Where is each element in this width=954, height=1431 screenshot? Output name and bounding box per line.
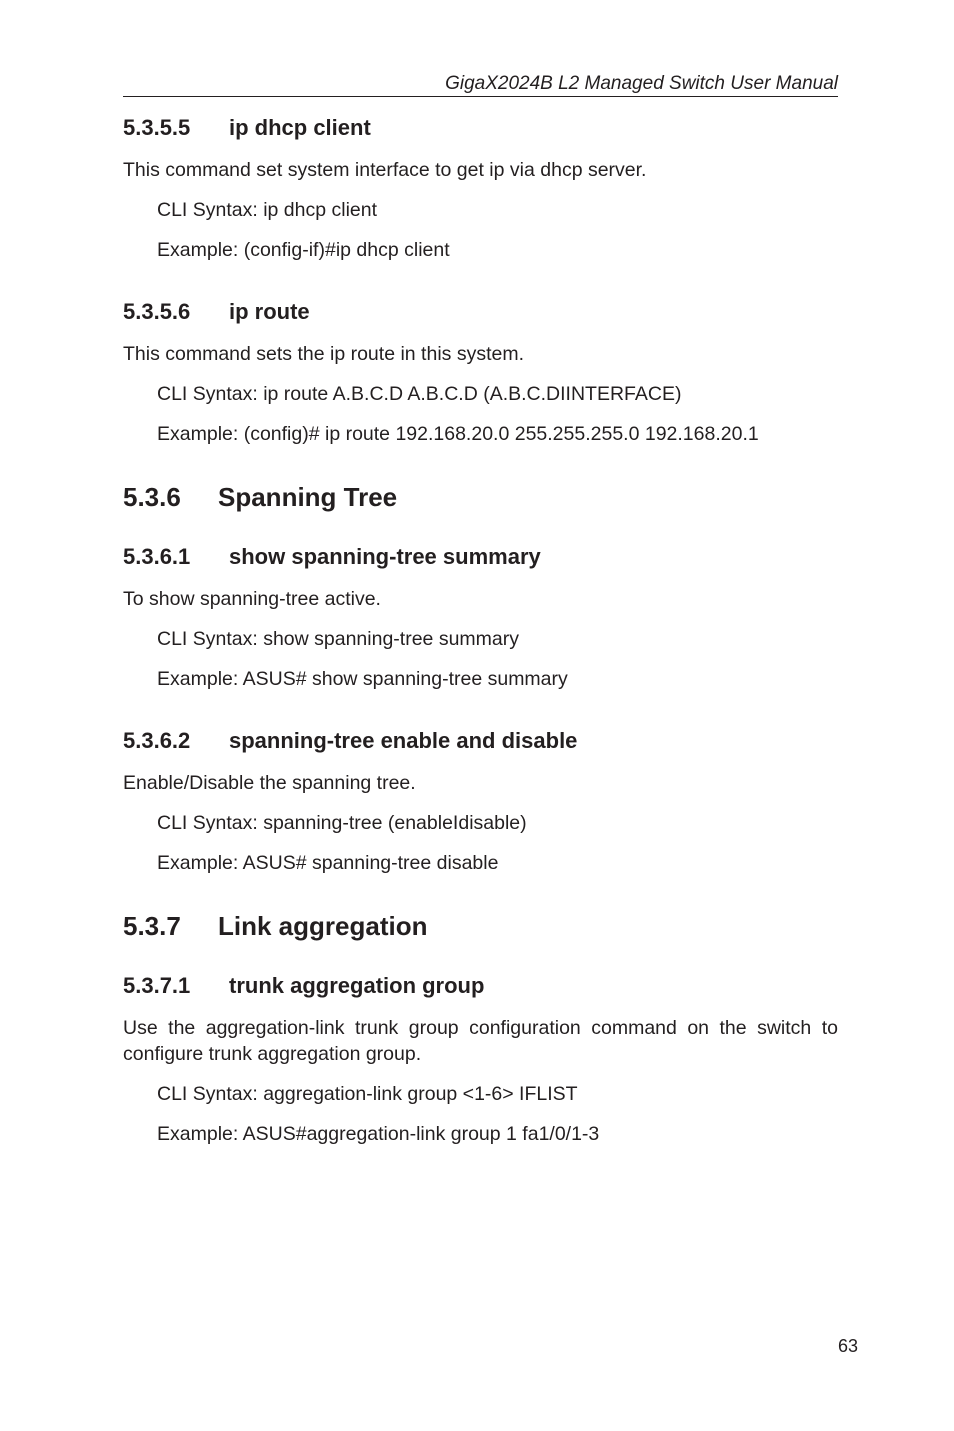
section-description: Use the aggregation-link trunk group configuration command on the switch to configure trunk aggregation group. — [123, 1017, 838, 1065]
section-title: Spanning Tree — [218, 482, 398, 512]
section-title: ip route — [229, 299, 310, 324]
cli-example: Example: (config)# ip route 192.168.20.0 255.255.255.0 192.168.20.1 — [157, 423, 759, 445]
cli-syntax: CLI Syntax: show spanning-tree summary — [157, 628, 519, 650]
cli-example: Example: ASUS# spanning-tree disable — [157, 852, 499, 874]
section-description: Enable/Disable the spanning tree. — [123, 772, 416, 794]
cli-syntax: CLI Syntax: aggregation-link group <1-6> IFLIST — [157, 1083, 578, 1105]
section-title: show spanning-tree summary — [229, 544, 541, 569]
section-title: trunk aggregation group — [229, 973, 485, 998]
section-number: 5.3.7 — [123, 911, 181, 941]
section-heading-5355 — [123, 114, 371, 142]
section-heading-537 — [123, 910, 427, 942]
section-heading-5362 — [123, 727, 577, 755]
section-description: To show spanning-tree active. — [123, 588, 381, 610]
running-header: GigaX2024B L2 Managed Switch User Manual — [123, 72, 838, 97]
section-title: spanning-tree enable and disable — [229, 728, 578, 753]
section-description: This command set system interface to get ip via dhcp server. — [123, 159, 647, 181]
section-number: 5.3.7.1 — [123, 973, 191, 998]
page-number: 63 — [837, 1336, 858, 1356]
section-heading-5361 — [123, 543, 541, 571]
cli-example: Example: (config-if)#ip dhcp client — [157, 239, 450, 261]
section-number: 5.3.6.1 — [123, 544, 191, 569]
section-heading-536 — [123, 481, 397, 513]
cli-syntax: CLI Syntax: spanning-tree (enableIdisable) — [157, 812, 527, 834]
cli-syntax: CLI Syntax: ip route A.B.C.D A.B.C.D (A.B.C.DIINTERFACE) — [157, 383, 682, 405]
cli-syntax: CLI Syntax: ip dhcp client — [157, 199, 378, 221]
section-heading-5356 — [123, 298, 310, 326]
cli-example: Example: ASUS#aggregation-link group 1 fa1/0/1-3 — [157, 1123, 600, 1145]
section-description: This command sets the ip route in this system. — [123, 343, 524, 365]
section-heading-5371 — [123, 972, 484, 1000]
section-number: 5.3.5.6 — [123, 299, 191, 324]
section-number: 5.3.6 — [123, 482, 181, 512]
section-number: 5.3.6.2 — [123, 728, 191, 753]
section-title: Link aggregation — [218, 911, 428, 941]
section-number: 5.3.5.5 — [123, 115, 191, 140]
cli-example: Example: ASUS# show spanning-tree summary — [157, 668, 568, 690]
section-title: ip dhcp client — [229, 115, 371, 140]
